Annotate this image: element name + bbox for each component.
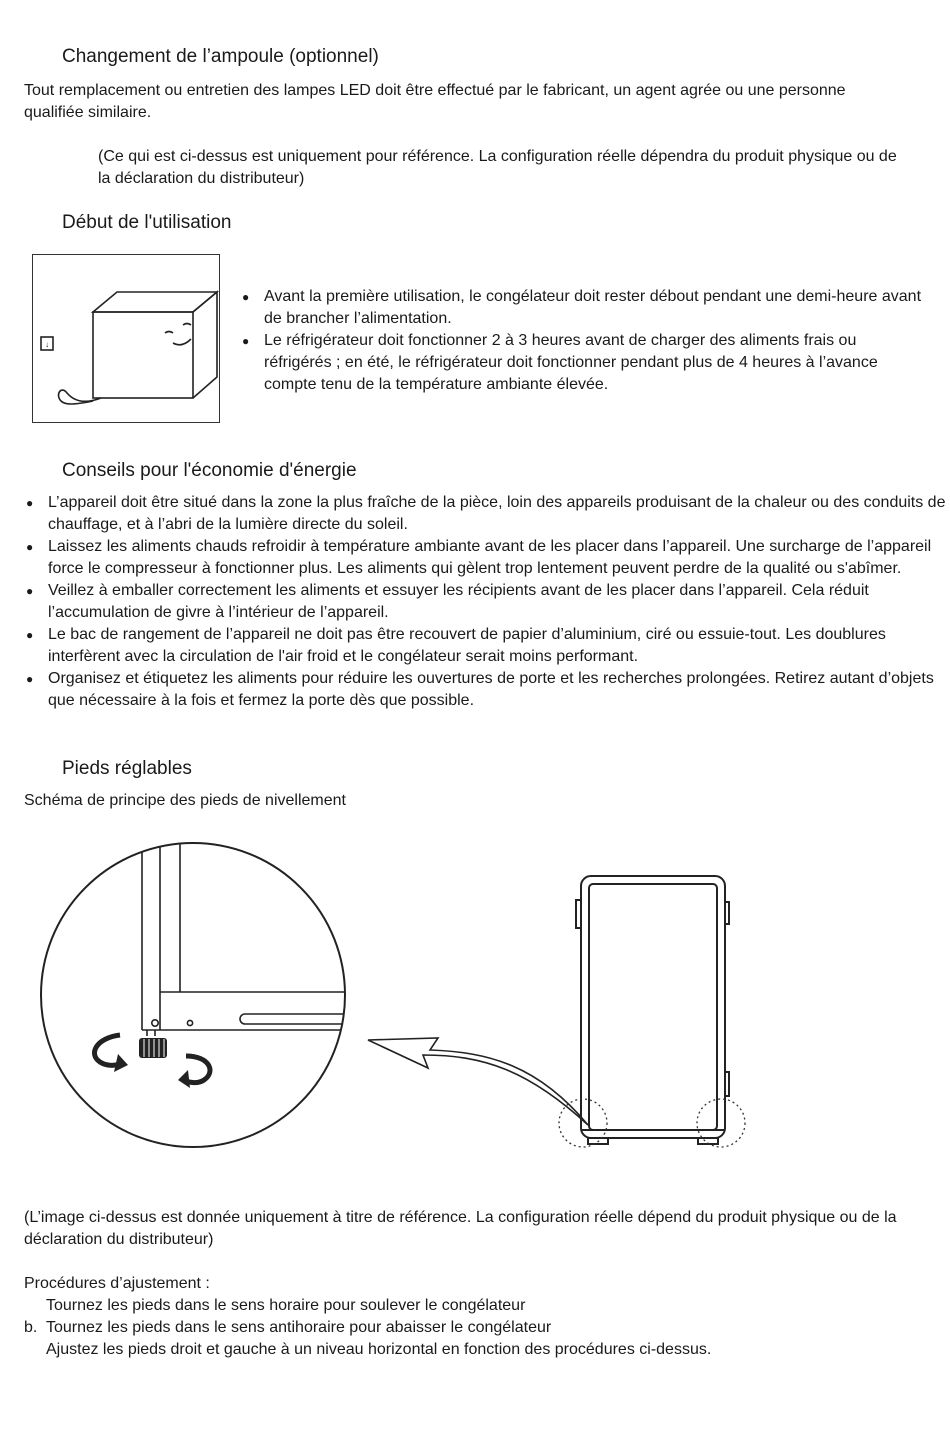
step-text: Tournez les pieds dans le sens horaire pour soulever le congélateur: [46, 1297, 526, 1314]
energy-bullet-list: [24, 492, 950, 712]
bulb-text: Tout remplacement ou entretien des lampes LED doit être effectué par le fabricant, un agent agrée ou une personne qualifiée similaire.: [24, 82, 846, 121]
list-item: [24, 1295, 924, 1317]
rotate-arrow-icon: [94, 1035, 120, 1065]
bulb-note: (Ce qui est ci-dessus est uniquement pour référence. La configuration réelle dépendra du produit physique ou de la déclaration du distributeur): [98, 148, 897, 187]
list-item: [24, 1339, 924, 1361]
standing-freezer-illustration: [32, 254, 220, 423]
leveling-feet-diagram: [28, 840, 758, 1160]
pointer-arrow: [368, 1038, 588, 1125]
list-item: ● Laissez les aliments chauds refroidir à température ambiante avant de les placer dans l’appareil. Une surcharge de l’appareil force le compresseur à fonctionner plus. Les aliments qui gèlent trop lentement peuvent perdre de la qualité ou s'abîmer.: [24, 536, 950, 580]
start-bullet-list: [240, 286, 924, 396]
section-title-bulb: Changement de l’ampoule (optionnel): [62, 46, 379, 67]
freezer-standing-drawing: [33, 255, 219, 422]
list-item: ● Le bac de rangement de l’appareil ne doit pas être recouvert de papier d’aluminium, ciré ou essuie-tout. Les doublures interfèrent avec la circulation de l'air froid et le congélateur serait moins performant.: [24, 624, 950, 668]
list-item: ● Veillez à emballer correctement les aliments et essuyer les récipients avant de les placer dans l’appareil. Cela réduit l’accumulation de givre à l’intérieur de l’appareil.: [24, 580, 950, 624]
section-title-energy: Conseils pour l'économie d'énergie: [62, 460, 357, 481]
list-item: ● L’appareil doit être situé dans la zone la plus fraîche de la pièce, loin des appareils produisant de la chaleur ou des conduits de chauffage, et à l’abri de la lumière directe du soleil.: [24, 492, 950, 536]
step-marker: b.: [24, 1319, 38, 1336]
feet-subtitle: Schéma de principe des pieds de nivellement: [24, 792, 346, 809]
list-item: ● Organisez et étiquetez les aliments pour réduire les ouvertures de porte et les recherches prolongées. Retirez autant d’objets que nécessaire à la fois et fermez la porte dès que possible.: [24, 668, 950, 712]
procedure-steps: [24, 1295, 924, 1361]
section-title-start: Début de l'utilisation: [62, 212, 232, 233]
svg-text:↓: ↓: [45, 340, 49, 349]
procedures-title: Procédures d’ajustement :: [24, 1275, 210, 1292]
list-item: [24, 1317, 924, 1339]
step-text: Tournez les pieds dans le sens antihoraire pour abaisser le congélateur: [46, 1319, 552, 1336]
list-item: ● Avant la première utilisation, le congélateur doit rester débout pendant une demi-heure avant de brancher l’alimentation.: [240, 286, 924, 330]
adjustable-foot: [139, 1038, 167, 1058]
list-item: ● Le réfrigérateur doit fonctionner 2 à 3 heures avant de charger des aliments frais ou réfrigérés ; en été, le réfrigérateur doit fonctionner pendant plus de 4 heures à l’avance compte tenu de la température ambiante élevée.: [240, 330, 924, 396]
section-title-feet: Pieds réglables: [62, 758, 192, 779]
step-text: Ajustez les pieds droit et gauche à un niveau horizontal en fonction des procédures ci-dessus.: [46, 1341, 712, 1358]
feet-note: (L’image ci-dessus est donnée uniquement à titre de référence. La configuration réelle dépend du produit physique ou de la déclaration du distributeur): [24, 1209, 897, 1248]
